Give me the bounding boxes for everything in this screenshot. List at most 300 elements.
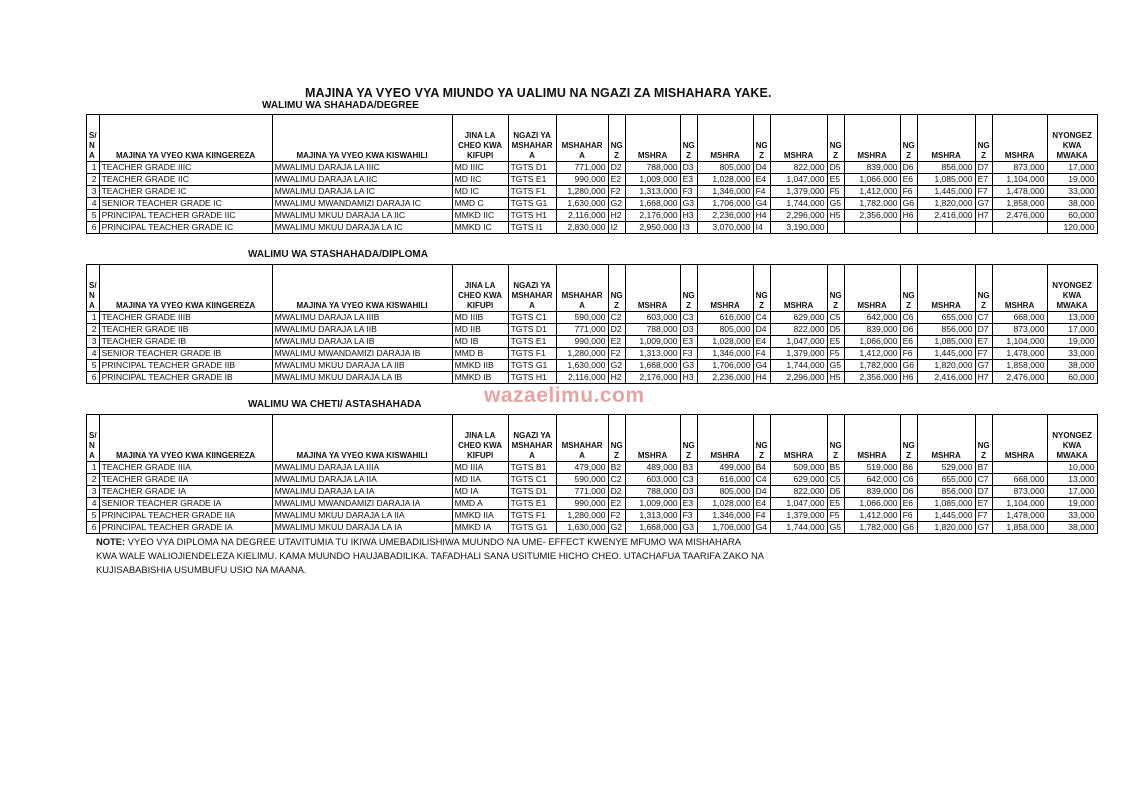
header-step-salary: MSHRA — [697, 265, 753, 312]
step-grade: G2 — [608, 522, 625, 534]
salary-amount: 1,478,000 — [992, 348, 1047, 360]
salary-amount: 629,000 — [770, 312, 827, 324]
step-grade: C4 — [753, 312, 770, 324]
salary-amount: 3,190,000 — [770, 222, 827, 234]
step-grade: G3 — [680, 198, 697, 210]
title-abbreviation: MMKD IA — [452, 522, 508, 534]
step-grade: D4 — [753, 486, 770, 498]
salary-scale: TGTS E1 — [508, 498, 556, 510]
table-row — [87, 522, 1098, 534]
salary-amount: 1,085,000 — [917, 174, 975, 186]
salary-amount: 1,706,000 — [697, 360, 753, 372]
salary-amount: 805,000 — [697, 324, 753, 336]
header-abbreviation: JINA LA CHEO KWA KIFUPI — [452, 115, 508, 162]
step-grade: G6 — [900, 360, 917, 372]
header-step-grade: NG Z — [900, 115, 917, 162]
salary-amount: 990,000 — [556, 174, 608, 186]
header-english-title: MAJINA YA VYEO KWA KIINGEREZA — [99, 265, 272, 312]
row-number: 3 — [87, 186, 100, 198]
salary-scale: TGTS C1 — [508, 474, 556, 486]
salary-amount: 1,412,000 — [844, 348, 900, 360]
table-row — [87, 360, 1098, 372]
step-grade: E6 — [900, 174, 917, 186]
title-abbreviation: MD IIIC — [452, 162, 508, 174]
table-header-row — [87, 115, 1098, 162]
english-title: TEACHER GRADE IC — [99, 186, 272, 198]
table-row — [87, 336, 1098, 348]
step-grade: C6 — [900, 474, 917, 486]
header-annual-increment: NYONGEZ KWA MWAKA — [1047, 115, 1097, 162]
row-number: 6 — [87, 372, 100, 384]
salary-amount: 499,000 — [697, 462, 753, 474]
step-grade: F5 — [827, 186, 844, 198]
header-step-salary: MSHRA — [770, 115, 827, 162]
step-grade: H2 — [608, 210, 625, 222]
header-step-grade: NG Z — [975, 115, 992, 162]
salary-amount: 1,028,000 — [697, 174, 753, 186]
note-line-2: KWA WALE WALIOJIENDELEZA KIELIMU. KAMA MUUNDO HAUJABADILIKA. TAFADHALI SANA USITUMIE HICHO CHEO. UTACHAFUA TAARIFA ZAKO NA — [96, 550, 765, 561]
swahili-title: MWALIMU DARAJA LA IIA — [272, 474, 452, 486]
salary-amount: 509,000 — [770, 462, 827, 474]
table-row — [87, 510, 1098, 522]
salary-amount: 1,478,000 — [992, 186, 1047, 198]
salary-amount — [992, 222, 1047, 234]
salary-amount: 1,858,000 — [992, 360, 1047, 372]
table-row — [87, 174, 1098, 186]
step-grade: D2 — [608, 324, 625, 336]
annual-increment: 10,000 — [1047, 462, 1097, 474]
header-step-salary: MSHRA — [917, 115, 975, 162]
salary-amount: 1,706,000 — [697, 522, 753, 534]
salary-amount: 1,085,000 — [917, 498, 975, 510]
step-grade: E7 — [975, 498, 992, 510]
step-grade: F6 — [900, 510, 917, 522]
annual-increment: 19,000 — [1047, 336, 1097, 348]
row-number: 4 — [87, 198, 100, 210]
salary-amount: 2,356,000 — [844, 372, 900, 384]
title-abbreviation: MD IC — [452, 186, 508, 198]
annual-increment: 120,000 — [1047, 222, 1097, 234]
row-number: 6 — [87, 522, 100, 534]
step-grade: D6 — [900, 162, 917, 174]
salary-scale: TGTS D1 — [508, 162, 556, 174]
english-title: TEACHER GRADE IIA — [99, 474, 272, 486]
step-grade: D2 — [608, 486, 625, 498]
swahili-title: MWALIMU DARAJA LA IA — [272, 486, 452, 498]
header-step-grade: NG Z — [827, 415, 844, 462]
title-abbreviation: MMKD IIC — [452, 210, 508, 222]
salary-amount: 479,000 — [556, 462, 608, 474]
header-salary-scale: NGAZI YA MSHAHAR A — [508, 265, 556, 312]
salary-amount: 616,000 — [697, 312, 753, 324]
table-row — [87, 312, 1098, 324]
salary-amount: 603,000 — [625, 312, 680, 324]
step-grade: C2 — [608, 312, 625, 324]
salary-amount: 990,000 — [556, 336, 608, 348]
salary-amount: 1,104,000 — [992, 498, 1047, 510]
header-step-grade: NG Z — [608, 265, 625, 312]
swahili-title: MWALIMU DARAJA LA IIIB — [272, 312, 452, 324]
step-grade: G4 — [753, 360, 770, 372]
annual-increment: 17,000 — [1047, 162, 1097, 174]
header-annual-increment: NYONGEZ KWA MWAKA — [1047, 265, 1097, 312]
step-grade: D6 — [900, 486, 917, 498]
header-english-title: MAJINA YA VYEO KWA KIINGEREZA — [99, 115, 272, 162]
step-grade: B5 — [827, 462, 844, 474]
step-grade: H7 — [975, 210, 992, 222]
step-grade: F4 — [753, 186, 770, 198]
row-number: 5 — [87, 360, 100, 372]
salary-amount: 655,000 — [917, 312, 975, 324]
table-row — [87, 186, 1098, 198]
table-row — [87, 324, 1098, 336]
step-grade: D7 — [975, 324, 992, 336]
swahili-title: MWALIMU MKUU DARAJA LA IIC — [272, 210, 452, 222]
header-step-grade: NG Z — [608, 115, 625, 162]
header-step-salary: MSHRA — [697, 115, 753, 162]
header-sn: S/ N A — [87, 415, 100, 462]
step-grade: F7 — [975, 186, 992, 198]
salary-scale: TGTS F1 — [508, 186, 556, 198]
header-step-grade: NG Z — [753, 265, 770, 312]
step-grade: E3 — [680, 174, 697, 186]
annual-increment: 19,000 — [1047, 174, 1097, 186]
step-grade: C3 — [680, 312, 697, 324]
step-grade: E2 — [608, 498, 625, 510]
salary-scale: TGTS D1 — [508, 324, 556, 336]
salary-amount: 2,476,000 — [992, 210, 1047, 222]
row-number: 1 — [87, 312, 100, 324]
step-grade: B2 — [608, 462, 625, 474]
step-grade: B6 — [900, 462, 917, 474]
salary-amount: 1,009,000 — [625, 498, 680, 510]
salary-amount: 1,028,000 — [697, 336, 753, 348]
swahili-title: MWALIMU DARAJA LA IB — [272, 336, 452, 348]
salary-amount: 788,000 — [625, 486, 680, 498]
swahili-title: MWALIMU MKUU DARAJA LA IC — [272, 222, 452, 234]
swahili-title: MWALIMU MKUU DARAJA LA IB — [272, 372, 452, 384]
step-grade: E4 — [753, 498, 770, 510]
header-step-salary: MSHRA — [917, 415, 975, 462]
english-title: PRINCIPAL TEACHER GRADE IIB — [99, 360, 272, 372]
annual-increment: 19,000 — [1047, 498, 1097, 510]
header-abbreviation: JINA LA CHEO KWA KIFUPI — [452, 265, 508, 312]
salary-amount: 1,478,000 — [992, 510, 1047, 522]
title-abbreviation: MMKD IIB — [452, 360, 508, 372]
salary-amount: 2,296,000 — [770, 372, 827, 384]
header-step-grade: NG Z — [753, 115, 770, 162]
salary-amount: 1,009,000 — [625, 336, 680, 348]
english-title: PRINCIPAL TEACHER GRADE IC — [99, 222, 272, 234]
step-grade: E4 — [753, 336, 770, 348]
note-line-1: VYEO VYA DIPLOMA NA DEGREE UTAVITUMIA TU IKIWA UMEBADILISHIWA MUUNDO NA UME- EFFECT KWENYE MFUMO WA MISHAHARA — [125, 536, 742, 547]
header-step-grade: NG Z — [680, 265, 697, 312]
step-grade: F6 — [900, 186, 917, 198]
header-step-grade: NG Z — [975, 265, 992, 312]
salary-amount: 1,782,000 — [844, 522, 900, 534]
salary-amount: 2,116,000 — [556, 210, 608, 222]
salary-amount: 1,379,000 — [770, 186, 827, 198]
salary-amount: 1,668,000 — [625, 522, 680, 534]
salary-amount: 2,176,000 — [625, 372, 680, 384]
step-grade: F4 — [753, 510, 770, 522]
step-grade: C4 — [753, 474, 770, 486]
salary-amount: 873,000 — [992, 324, 1047, 336]
header-step-salary: MSHRA — [625, 415, 680, 462]
title-abbreviation: MMD C — [452, 198, 508, 210]
step-grade: F2 — [608, 348, 625, 360]
salary-amount: 1,047,000 — [770, 498, 827, 510]
table-row — [87, 210, 1098, 222]
page-title: MAJINA YA VYEO VYA MIUNDO YA UALIMU NA NGAZI ZA MISHAHARA YAKE. — [305, 86, 772, 100]
step-grade: D2 — [608, 162, 625, 174]
note-label: NOTE: — [96, 536, 126, 547]
header-swahili-title: MAJINA YA VYEO KWA KISWAHILI — [272, 265, 452, 312]
annual-increment: 33,000 — [1047, 510, 1097, 522]
salary-amount: 1,009,000 — [625, 174, 680, 186]
step-grade: F3 — [680, 510, 697, 522]
salary-amount: 1,858,000 — [992, 198, 1047, 210]
step-grade: C5 — [827, 312, 844, 324]
salary-amount: 1,379,000 — [770, 348, 827, 360]
step-grade: D5 — [827, 324, 844, 336]
row-number: 2 — [87, 174, 100, 186]
step-grade: E5 — [827, 336, 844, 348]
table-row — [87, 498, 1098, 510]
salary-amount — [992, 462, 1047, 474]
title-abbreviation: MMD A — [452, 498, 508, 510]
section-heading-certificate: WALIMU WA CHETI/ ASTASHAHADA — [248, 399, 422, 410]
step-grade: C7 — [975, 474, 992, 486]
step-grade: E3 — [680, 498, 697, 510]
row-number: 2 — [87, 324, 100, 336]
english-title: TEACHER GRADE IIIA — [99, 462, 272, 474]
salary-amount: 771,000 — [556, 162, 608, 174]
header-step-salary: MSHRA — [844, 265, 900, 312]
salary-amount: 2,356,000 — [844, 210, 900, 222]
salary-amount: 1,445,000 — [917, 186, 975, 198]
salary-amount: 1,412,000 — [844, 510, 900, 522]
salary-amount: 3,070,000 — [697, 222, 753, 234]
header-step-salary: MSHRA — [625, 265, 680, 312]
table-row — [87, 462, 1098, 474]
step-grade: C7 — [975, 312, 992, 324]
step-grade: F3 — [680, 186, 697, 198]
annual-increment: 33,000 — [1047, 348, 1097, 360]
step-grade: F3 — [680, 348, 697, 360]
title-abbreviation: MD IB — [452, 336, 508, 348]
salary-amount: 2,416,000 — [917, 210, 975, 222]
step-grade: F2 — [608, 186, 625, 198]
salary-amount: 1,630,000 — [556, 522, 608, 534]
annual-increment: 13,000 — [1047, 474, 1097, 486]
salary-amount: 1,820,000 — [917, 198, 975, 210]
step-grade: C5 — [827, 474, 844, 486]
step-grade: D6 — [900, 324, 917, 336]
step-grade: G4 — [753, 522, 770, 534]
header-step-salary: MSHRA — [625, 115, 680, 162]
annual-increment: 60,000 — [1047, 372, 1097, 384]
salary-amount: 873,000 — [992, 486, 1047, 498]
table-row — [87, 486, 1098, 498]
english-title: TEACHER GRADE IIC — [99, 174, 272, 186]
salary-amount: 616,000 — [697, 474, 753, 486]
salary-amount: 1,313,000 — [625, 348, 680, 360]
header-step-grade: NG Z — [900, 265, 917, 312]
step-grade: G6 — [900, 522, 917, 534]
salary-amount: 1,104,000 — [992, 174, 1047, 186]
salary-amount: 1,744,000 — [770, 198, 827, 210]
salary-amount: 990,000 — [556, 498, 608, 510]
step-grade: G4 — [753, 198, 770, 210]
table-header-row — [87, 415, 1098, 462]
step-grade: I4 — [753, 222, 770, 234]
swahili-title: MWALIMU MWANDAMIZI DARAJA IA — [272, 498, 452, 510]
title-abbreviation: MD IA — [452, 486, 508, 498]
salary-amount: 771,000 — [556, 324, 608, 336]
swahili-title: MWALIMU MKUU DARAJA LA IIA — [272, 510, 452, 522]
step-grade — [827, 222, 844, 234]
salary-amount: 1,066,000 — [844, 498, 900, 510]
salary-amount: 655,000 — [917, 474, 975, 486]
salary-scale: TGTS B1 — [508, 462, 556, 474]
salary-amount: 805,000 — [697, 162, 753, 174]
row-number: 1 — [87, 162, 100, 174]
salary-amount: 1,085,000 — [917, 336, 975, 348]
salary-table-degree — [86, 114, 1098, 234]
salary-amount: 873,000 — [992, 162, 1047, 174]
salary-amount: 668,000 — [992, 474, 1047, 486]
step-grade: H2 — [608, 372, 625, 384]
salary-amount: 1,313,000 — [625, 186, 680, 198]
swahili-title: MWALIMU DARAJA LA IIB — [272, 324, 452, 336]
step-grade: F6 — [900, 348, 917, 360]
salary-amount: 1,782,000 — [844, 198, 900, 210]
title-abbreviation: MD IIB — [452, 324, 508, 336]
header-step-salary: MSHRA — [697, 415, 753, 462]
salary-amount: 805,000 — [697, 486, 753, 498]
salary-amount: 1,820,000 — [917, 522, 975, 534]
salary-scale: TGTS D1 — [508, 486, 556, 498]
salary-amount: 1,744,000 — [770, 360, 827, 372]
step-grade: G3 — [680, 360, 697, 372]
salary-scale: TGTS E1 — [508, 336, 556, 348]
step-grade: E2 — [608, 336, 625, 348]
step-grade: D3 — [680, 324, 697, 336]
header-abbreviation: JINA LA CHEO KWA KIFUPI — [452, 415, 508, 462]
salary-amount: 2,236,000 — [697, 372, 753, 384]
title-abbreviation: MMKD IIA — [452, 510, 508, 522]
salary-amount: 1,047,000 — [770, 336, 827, 348]
salary-amount: 1,820,000 — [917, 360, 975, 372]
salary-scale: TGTS G1 — [508, 522, 556, 534]
step-grade: G5 — [827, 198, 844, 210]
salary-amount: 1,066,000 — [844, 336, 900, 348]
salary-amount: 822,000 — [770, 162, 827, 174]
header-annual-increment: NYONGEZ KWA MWAKA — [1047, 415, 1097, 462]
step-grade: I2 — [608, 222, 625, 234]
step-grade: G2 — [608, 198, 625, 210]
salary-amount: 1,858,000 — [992, 522, 1047, 534]
swahili-title: MWALIMU MKUU DARAJA LA IA — [272, 522, 452, 534]
salary-amount: 856,000 — [917, 162, 975, 174]
row-number: 3 — [87, 486, 100, 498]
table-header-row — [87, 265, 1098, 312]
step-grade: D7 — [975, 162, 992, 174]
step-grade: H6 — [900, 210, 917, 222]
step-grade: F4 — [753, 348, 770, 360]
watermark: wazaelimu.com — [484, 384, 645, 407]
salary-amount: 1,668,000 — [625, 360, 680, 372]
salary-scale: TGTS I1 — [508, 222, 556, 234]
salary-amount: 2,236,000 — [697, 210, 753, 222]
salary-amount: 1,412,000 — [844, 186, 900, 198]
row-number: 6 — [87, 222, 100, 234]
english-title: PRINCIPAL TEACHER GRADE IA — [99, 522, 272, 534]
salary-amount: 1,445,000 — [917, 510, 975, 522]
section-heading-degree: WALIMU WA SHAHADA/DEGREE — [262, 100, 419, 111]
step-grade — [975, 222, 992, 234]
salary-amount: 822,000 — [770, 324, 827, 336]
salary-scale: TGTS C1 — [508, 312, 556, 324]
row-number: 3 — [87, 336, 100, 348]
header-step-grade: NG Z — [680, 115, 697, 162]
swahili-title: MWALIMU MWANDAMIZI DARAJA IB — [272, 348, 452, 360]
header-salary: MSHAHAR A — [556, 415, 608, 462]
salary-amount: 1,744,000 — [770, 522, 827, 534]
header-step-salary: MSHRA — [992, 265, 1047, 312]
header-step-salary: MSHRA — [844, 115, 900, 162]
title-abbreviation: MMKD IC — [452, 222, 508, 234]
salary-amount — [917, 222, 975, 234]
step-grade: E6 — [900, 498, 917, 510]
salary-amount: 1,028,000 — [697, 498, 753, 510]
table-row — [87, 162, 1098, 174]
step-grade: G7 — [975, 522, 992, 534]
step-grade: E4 — [753, 174, 770, 186]
step-grade: H7 — [975, 372, 992, 384]
salary-amount: 1,346,000 — [697, 186, 753, 198]
header-step-grade: NG Z — [608, 415, 625, 462]
salary-amount: 788,000 — [625, 324, 680, 336]
table-row — [87, 348, 1098, 360]
salary-amount: 839,000 — [844, 324, 900, 336]
salary-amount: 1,280,000 — [556, 186, 608, 198]
salary-amount: 822,000 — [770, 486, 827, 498]
header-sn: S/ N A — [87, 265, 100, 312]
salary-amount: 839,000 — [844, 162, 900, 174]
salary-amount: 2,416,000 — [917, 372, 975, 384]
step-grade: D5 — [827, 162, 844, 174]
annual-increment: 17,000 — [1047, 324, 1097, 336]
salary-amount: 668,000 — [992, 312, 1047, 324]
salary-amount: 1,445,000 — [917, 348, 975, 360]
header-salary-scale: NGAZI YA MSHAHAR A — [508, 415, 556, 462]
swahili-title: MWALIMU MKUU DARAJA LA IIB — [272, 360, 452, 372]
salary-scale: TGTS H1 — [508, 210, 556, 222]
table-row — [87, 222, 1098, 234]
salary-amount: 489,000 — [625, 462, 680, 474]
step-grade: E5 — [827, 174, 844, 186]
salary-amount: 1,104,000 — [992, 336, 1047, 348]
salary-amount: 1,706,000 — [697, 198, 753, 210]
salary-amount: 1,668,000 — [625, 198, 680, 210]
step-grade: D4 — [753, 162, 770, 174]
step-grade: G6 — [900, 198, 917, 210]
salary-amount: 2,830,000 — [556, 222, 608, 234]
salary-scale: TGTS G1 — [508, 198, 556, 210]
salary-amount: 1,346,000 — [697, 348, 753, 360]
